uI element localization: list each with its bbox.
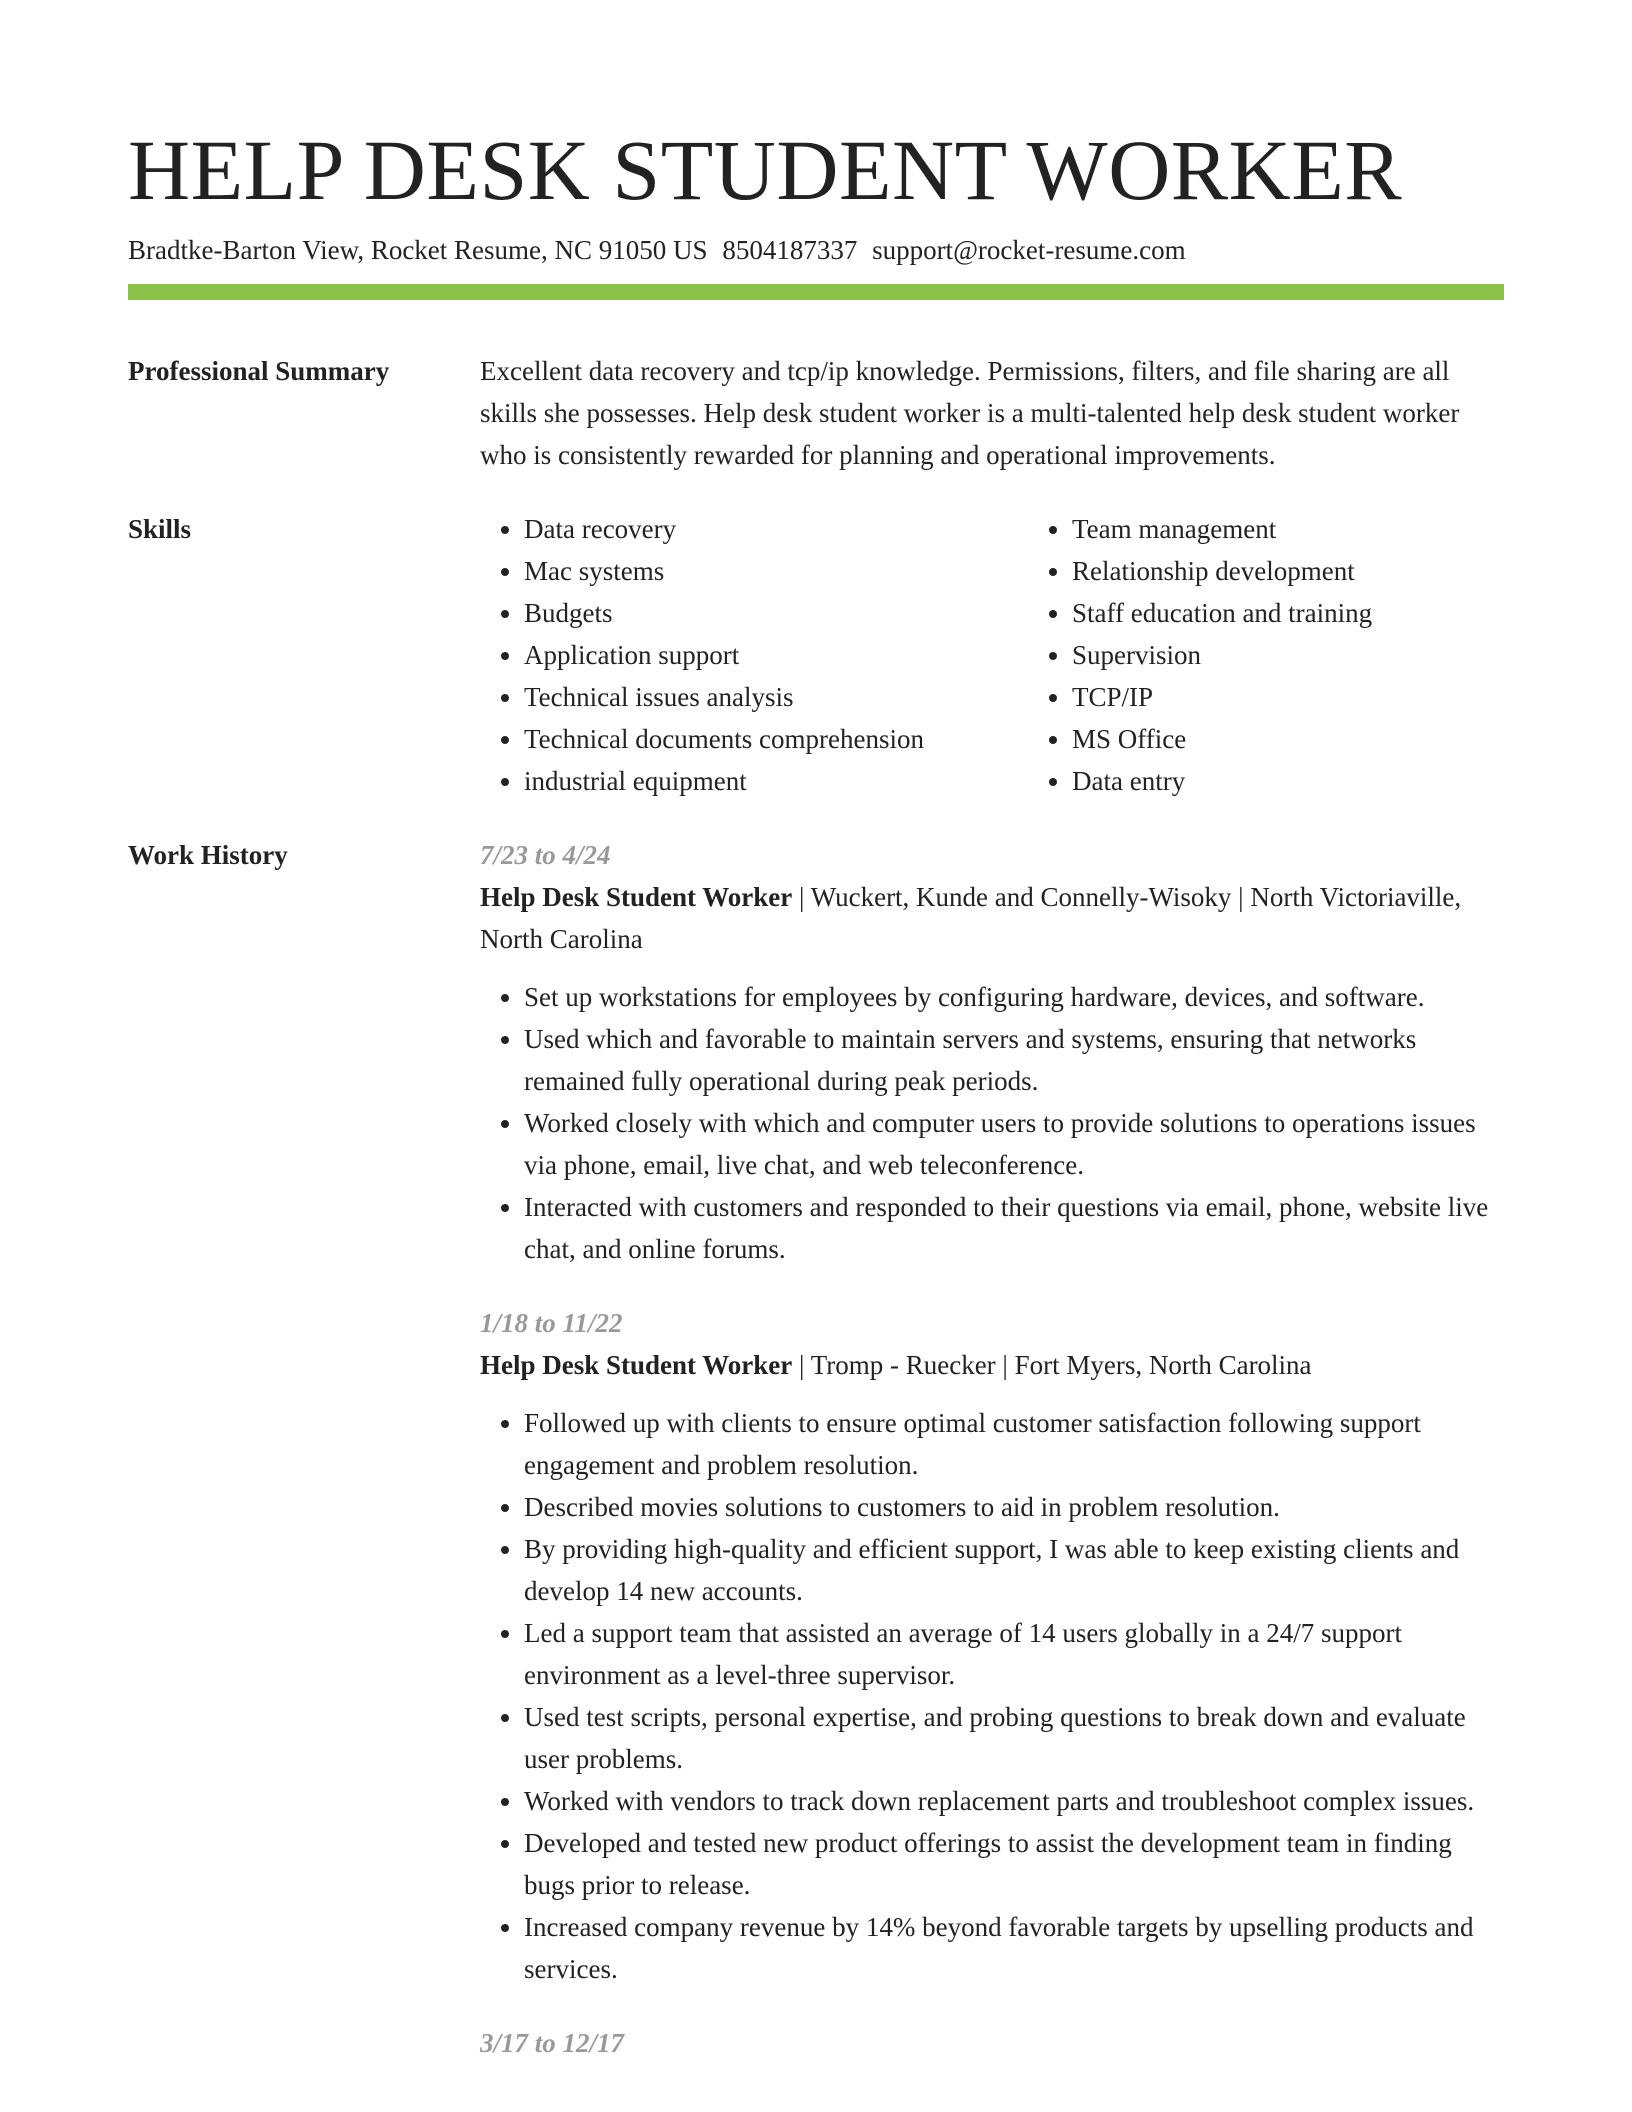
skill-item: • Relationship development — [1072, 550, 1576, 592]
work-history-body — [480, 834, 1504, 2064]
job-bullets — [480, 976, 1504, 1270]
job-bullet: • Described movies solutions to customers to aid in problem resolution. — [524, 1486, 1504, 1528]
skills-label: Skills — [128, 514, 192, 544]
job-entry — [480, 1302, 1504, 1990]
job-entry — [480, 834, 1504, 1270]
contact-line — [128, 232, 1504, 268]
job-bullet: • Developed and tested new product offerings to assist the development team in finding bugs prior to release. — [524, 1822, 1504, 1906]
skills-body — [480, 508, 1576, 802]
skill-item: • Staff education and training — [1072, 592, 1576, 634]
job-bullets — [480, 1402, 1504, 1990]
job-dates: 1/18 to 11/22 — [480, 1308, 623, 1338]
job-bullet: • Set up workstations for employees by configuring hardware, devices, and software. — [524, 976, 1504, 1018]
skill-item: • Budgets — [524, 592, 1028, 634]
job-bullet: • Led a support team that assisted an average of 14 users globally in a 24/7 support environment as a level-three supervisor. — [524, 1612, 1504, 1696]
skill-item: • TCP/IP — [1072, 676, 1576, 718]
skill-item: • industrial equipment — [524, 760, 1028, 802]
job-bullet: • Worked closely with which and computer users to provide solutions to operations issues via phone, email, live chat, and web teleconference. — [524, 1102, 1504, 1186]
summary-text: Excellent data recovery and tcp/ip knowledge. Permissions, filters, and file sharing are all skills she possesses. Help desk student worker is a multi-talented help desk student worker who is consistently rewarded for planning and operational improvements. — [480, 356, 1460, 470]
job-dates: 7/23 to 4/24 — [480, 840, 611, 870]
skills-list-left — [480, 508, 1028, 802]
skill-item: • Application support — [524, 634, 1028, 676]
skills-section — [128, 508, 1504, 802]
skill-item: • Mac systems — [524, 550, 1028, 592]
job-title: Help Desk Student Worker — [480, 882, 793, 912]
job-bullet: • Used test scripts, personal expertise, and probing questions to break down and evaluate user problems. — [524, 1696, 1504, 1780]
skill-item: • Data recovery — [524, 508, 1028, 550]
work-history-label: Work History — [128, 840, 288, 870]
contact-phone: 8504187337 — [722, 235, 858, 265]
header-divider — [128, 284, 1504, 300]
skill-item: • Team management — [1072, 508, 1576, 550]
job-entry — [480, 2022, 1504, 2064]
skill-item: • MS Office — [1072, 718, 1576, 760]
job-dates: 3/17 to 12/17 — [480, 2028, 625, 2058]
job-heading — [480, 876, 1504, 960]
contact-address: Bradtke-Barton View, Rocket Resume, NC 91050 US — [128, 235, 708, 265]
job-bullet: • Followed up with clients to ensure optimal customer satisfaction following support engagement and problem resolution. — [524, 1402, 1504, 1486]
resume-name: HELP DESK STUDENT WORKER — [128, 122, 1403, 218]
job-details: | Wuckert, Kunde and Connelly-Wisoky | North Victoriaville, North Carolina — [480, 882, 1462, 954]
skill-item: • Supervision — [1072, 634, 1576, 676]
summary-section — [128, 350, 1504, 476]
job-bullet: • Increased company revenue by 14% beyond favorable targets by upselling products and services. — [524, 1906, 1504, 1990]
job-bullet: • By providing high-quality and efficient support, I was able to keep existing clients and develop 14 new accounts. — [524, 1528, 1504, 1612]
skill-item: • Technical documents comprehension — [524, 718, 1028, 760]
resume-page — [128, 118, 1504, 2064]
job-bullet: • Interacted with customers and responded to their questions via email, phone, website live chat, and online forums. — [524, 1186, 1504, 1270]
work-history-section — [128, 834, 1504, 2064]
skills-columns — [480, 508, 1576, 802]
job-details: | Tromp - Ruecker | Fort Myers, North Carolina — [792, 1350, 1312, 1380]
contact-email: support@rocket-resume.com — [872, 235, 1186, 265]
job-bullet: • Worked with vendors to track down replacement parts and troubleshoot complex issues. — [524, 1780, 1504, 1822]
skill-item: • Data entry — [1072, 760, 1576, 802]
job-heading — [480, 1344, 1504, 1386]
job-title: Help Desk Student Worker — [480, 1350, 793, 1380]
job-bullet: • Used which and favorable to maintain servers and systems, ensuring that networks remained fully operational during peak periods. — [524, 1018, 1504, 1102]
skills-list-right — [1028, 508, 1576, 802]
skill-item: • Technical issues analysis — [524, 676, 1028, 718]
summary-label: Professional Summary — [128, 356, 390, 386]
